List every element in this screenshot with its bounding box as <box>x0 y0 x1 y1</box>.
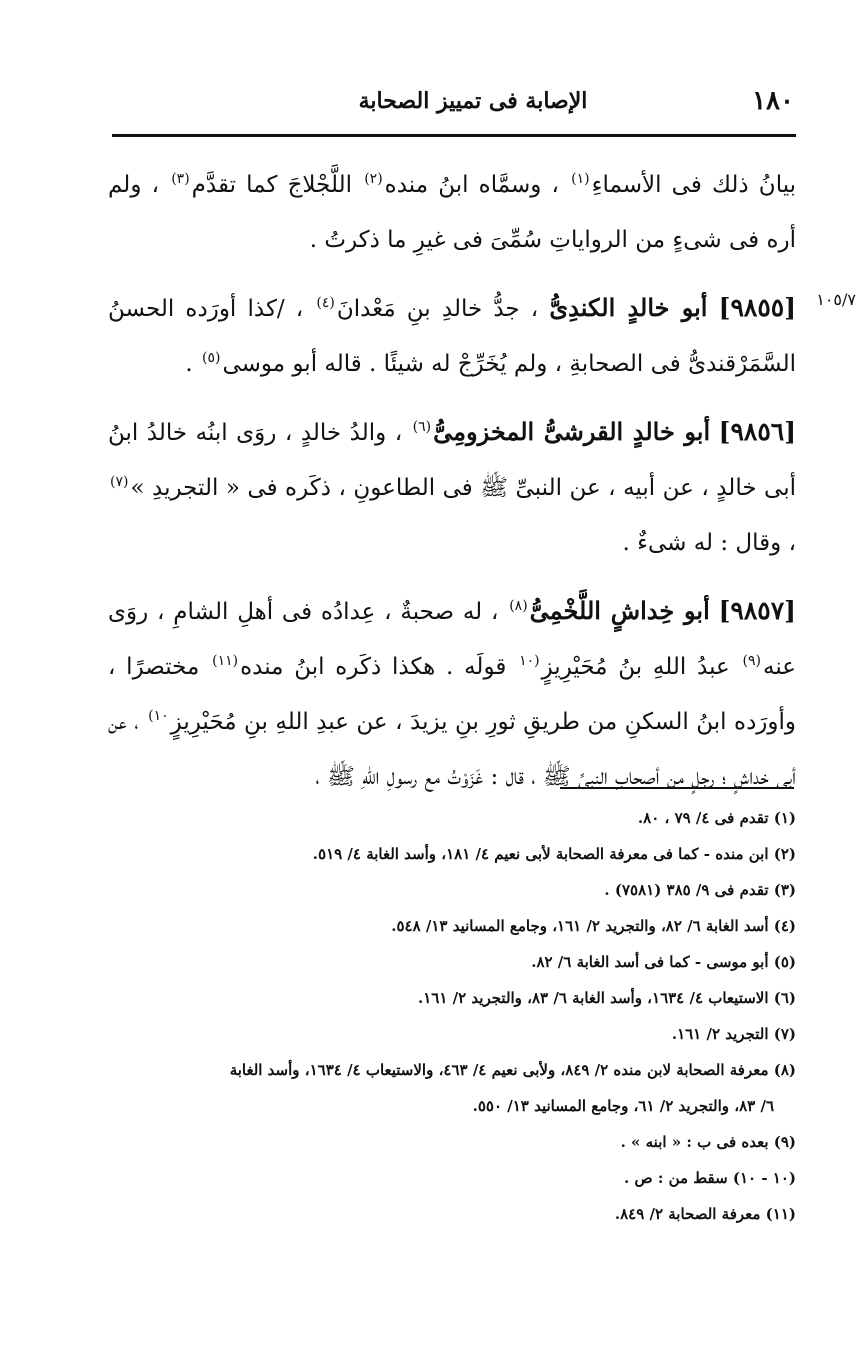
footnote-6: (٦) الاستيعاب ٤/ ١٦٣٤، وأسد الغابة ٦/ ٨٣، والتجريد ٢/ ١٦١. <box>418 989 796 1007</box>
footnote-ref[interactable]: (٦) <box>412 419 432 435</box>
text-span: ، والدُ خالدٍ ، روَى ابنُه خالدُ ابنُ أبى خالدٍ ، عن أبيه ، عن النبىِّ ﷺ فى الطاعونِ ، ذكَره فى « التجريدِ » <box>108 420 796 501</box>
entry-number: [٩٨٥٦] <box>718 417 797 446</box>
page-number: ١٨٠ <box>752 86 794 116</box>
text-span: قولَه . هكذا ذكَره ابنُ منده <box>240 654 507 680</box>
entry-9856 <box>108 404 796 571</box>
text-span: عبدُ اللهِ بنُ مُحَيْرِيزٍ <box>541 654 730 680</box>
header-rule <box>112 134 796 137</box>
footnote-ref[interactable]: (١٠ <box>519 653 540 669</box>
footnote-7: (٧) التجريد ٢/ ١٦١. <box>671 1025 796 1043</box>
page-header <box>112 86 794 126</box>
footnote-ref[interactable]: (٧) <box>110 474 129 490</box>
text-span: ، جدُّ خالدِ بنِ مَعْدانَ <box>336 296 539 322</box>
footnote-ref[interactable]: ١٠) <box>148 708 169 724</box>
footnote-ref[interactable]: (١) <box>571 171 590 187</box>
entry-name: أبو خالدٍ القرشىُّ المخزومِىُّ <box>433 417 711 446</box>
text-span: مختصرًا ، وأورَده ابنُ السكنِ من طريقِ ثورِ بنِ يزيدَ ، عن عبدِ اللهِ بنِ مُحَيْرِيزٍ <box>108 654 797 735</box>
footnote-ref[interactable]: (٥) <box>202 350 221 366</box>
entry-number: [٩٨٥٧] <box>718 596 796 625</box>
footnote-10: (١٠ - ١٠) سقط من : ص . <box>624 1169 796 1187</box>
footnote-2: (٢) ابن منده - كما فى معرفة الصحابة لأبى نعيم ٤/ ١٨١، وأسد الغابة ٤/ ٥١٩. <box>312 845 796 863</box>
footnote-8-continued: ٦/ ٨٣، والتجريد ٢/ ٦١، وجامع المسانيد ١٣/ ٥٥٠. <box>472 1097 774 1115</box>
footnotes <box>112 800 796 1232</box>
text-span: ، وسمَّاه ابنُ منده <box>384 172 559 198</box>
footnote-separator <box>560 787 794 789</box>
text-span: . <box>185 351 193 377</box>
entry-9855 <box>108 280 796 392</box>
paragraph-intro <box>108 158 796 268</box>
footnote-ref[interactable]: (١١) <box>212 653 239 669</box>
footnote-4: (٤) أسد الغابة ٦/ ٨٢، والتجريد ٢/ ١٦١، وجامع المسانيد ١٣/ ٥٤٨. <box>391 917 796 935</box>
entry-number: [٩٨٥٥] <box>718 293 797 322</box>
footnote-11: (١١) معرفة الصحابة ٢/ ٨٤٩. <box>614 1205 796 1223</box>
footnote-ref[interactable]: (٣) <box>171 171 190 187</box>
entry-name: أبو خالدٍ الكندِىُّ <box>549 293 708 322</box>
footnote-ref[interactable]: (٩) <box>742 653 762 669</box>
footnote-ref[interactable]: (٤) <box>316 295 335 311</box>
footnote-ref[interactable]: (٨) <box>509 598 528 614</box>
text-span: اللَّجْلاجَ كما تقدَّم <box>191 172 353 198</box>
footnote-8: (٨) معرفة الصحابة لابن منده ٢/ ٨٤٩، ولأبى نعيم ٤/ ٤٦٣، والاستيعاب ٤/ ١٦٣٤، وأسد الغابة <box>229 1061 796 1079</box>
footnote-3: (٣) تقدم فى ٩/ ٣٨٥ (٧٥٨١) . <box>604 881 796 899</box>
text-span: ، عن أبى خِداشٍ ؛ رجلٍ من أصحابِ النبىِّ ﷺ ، قال : غَزَوْتُ مع رسولِ اللهِ ﷺ ، <box>108 709 796 790</box>
entry-name: أبو خِداشٍ اللَّخْمِىُّ <box>529 596 710 625</box>
footnote-1: (١) تقدم فى ٤/ ٧٩ ، ٨٠. <box>637 809 796 827</box>
text-span: ، ولم أره فى شىءٍ من الرواياتِ سُمِّىَ فى غيرِ ما ذكرتُ . <box>108 172 796 253</box>
footnote-5: (٥) أبو موسى - كما فى أسد الغابة ٦/ ٨٢. <box>531 953 796 971</box>
text-span: ، له صحبةٌ ، عِدادُه فى أهلِ الشامِ ، روَى عنه <box>108 599 797 680</box>
text-span: ، وقال : له شىءٌ . <box>622 530 796 556</box>
footnote-ref[interactable]: (٢) <box>364 171 383 187</box>
entry-9857 <box>108 583 796 805</box>
running-title: الإصابة فى تمييز الصحابة <box>358 88 588 114</box>
text-span: ، /كذا أورَده الحسنُ السَّمَرْقندىُّ فى الصحابةِ ، ولم يُخَرِّجْ له شيئًا . قاله أبو موسى <box>108 296 796 377</box>
text-span: بيانُ ذلك فى الأسماءِ <box>591 172 797 198</box>
margin-page-reference: ١٠٥/٧ <box>816 290 856 309</box>
main-text <box>108 158 796 817</box>
footnote-9: (٩) بعده فى ب : « ابنه » . <box>620 1133 796 1151</box>
